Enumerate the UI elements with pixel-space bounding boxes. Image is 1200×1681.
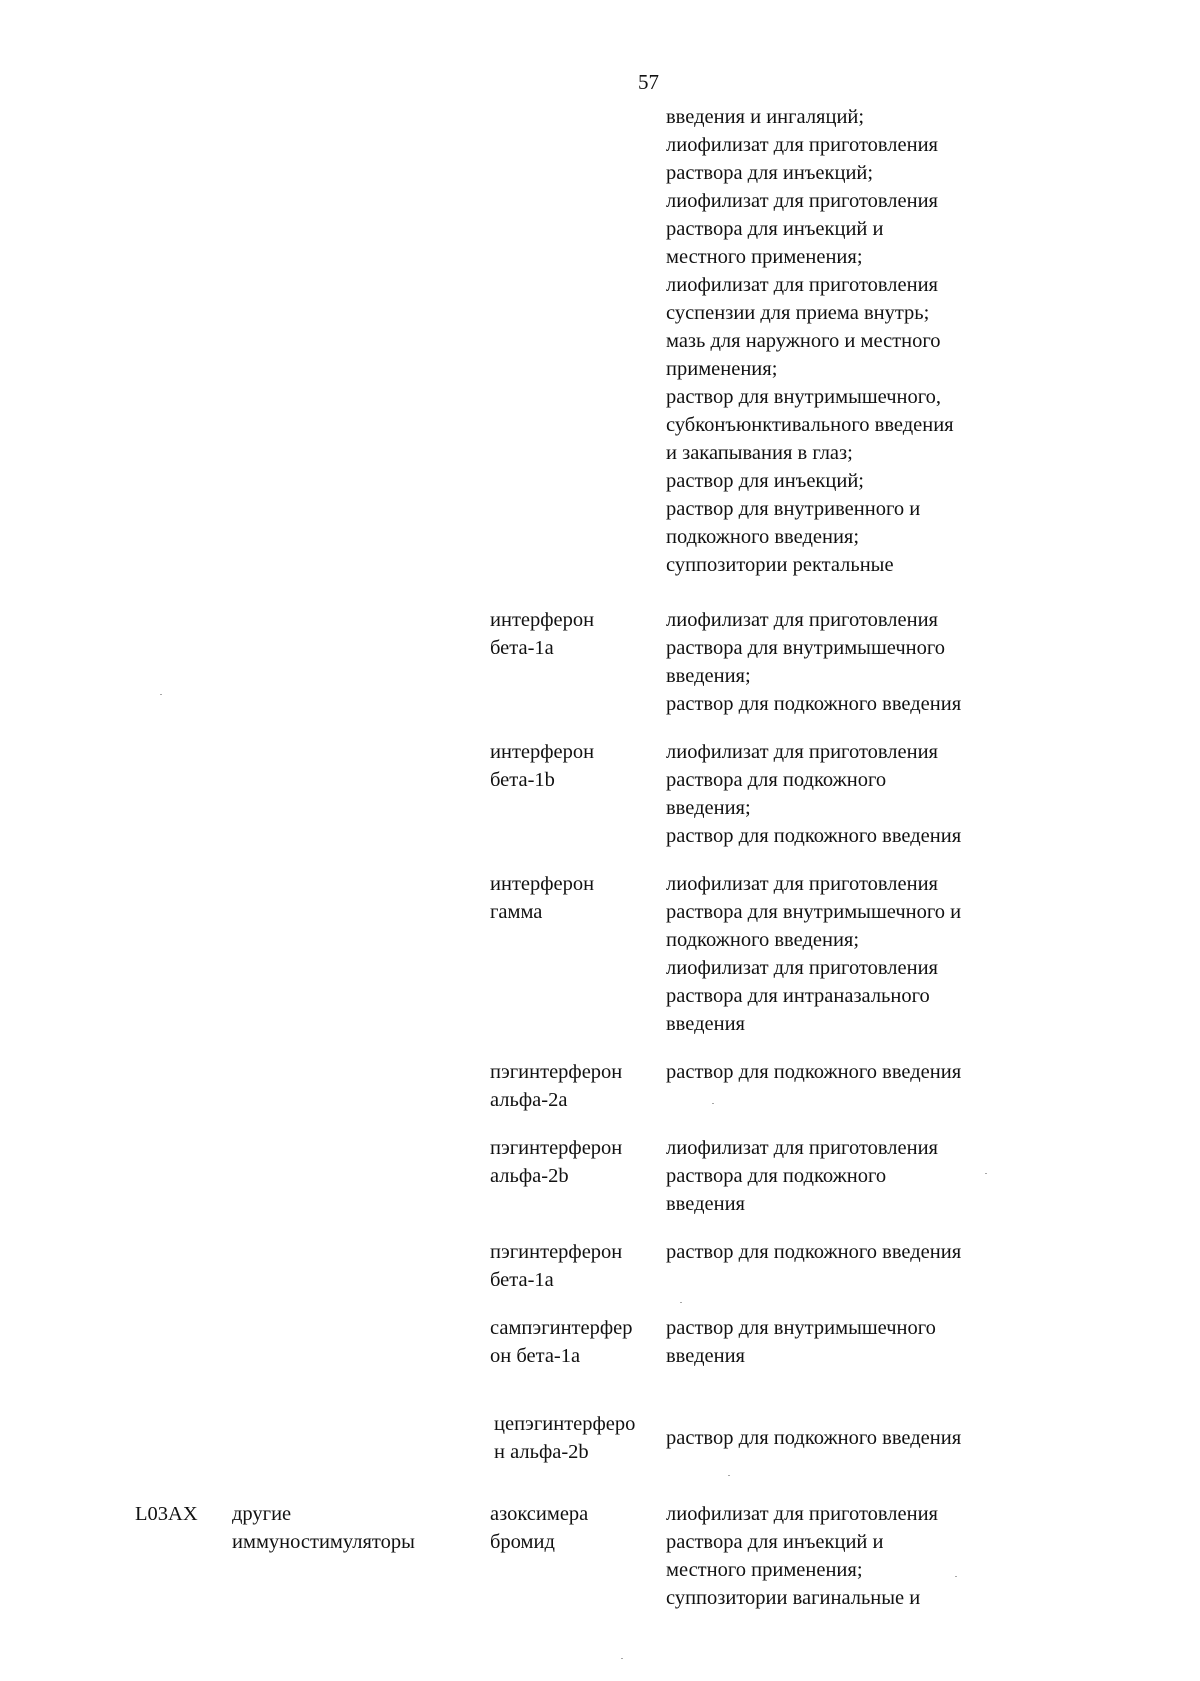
drug-name: пэгинтерферон альфа-2b — [490, 1137, 623, 1187]
scan-speck — [985, 1173, 987, 1174]
scan-speck — [160, 694, 162, 695]
dosage-forms: лиофилизат для приготовления раствора для подкожного введения; раствор для подкожного введения — [666, 741, 962, 847]
dosage-forms: раствор для внутримышечного введения — [666, 1317, 936, 1367]
form-line: подкожного введения; — [666, 526, 860, 548]
dosage-forms: лиофилизат для приготовления раствора для внутримышечного введения; раствор для подкожного введения — [666, 609, 962, 715]
dosage-forms: раствор для подкожного введения — [666, 1427, 962, 1449]
form-line: субконъюнктивального введения — [666, 414, 954, 436]
form-line: раствор для инъекций; — [666, 470, 864, 492]
scan-speck — [955, 1576, 957, 1577]
form-line: и закапывания в глаз; — [666, 442, 853, 464]
dosage-forms: лиофилизат для приготовления раствора для инъекций и местного применения; суппозитории вагинальные и — [666, 1503, 938, 1609]
drug-name: пэгинтерферон альфа-2a — [490, 1061, 623, 1111]
form-line: мазь для наружного и местного — [666, 330, 941, 352]
form-line: раствор для внутривенного и — [666, 498, 921, 520]
drug-name: цепэгинтерферо н альфа-2b — [494, 1413, 636, 1463]
scan-speck — [621, 1658, 623, 1659]
drug-name: пэгинтерферон бета-1a — [490, 1241, 623, 1291]
form-line: местного применения; — [666, 246, 863, 268]
drug-name: интерферон бета-1b — [490, 741, 595, 791]
dosage-forms: лиофилизат для приготовления раствора для подкожного введения — [666, 1137, 938, 1215]
form-line: раствора для инъекций и — [666, 218, 884, 240]
dosage-forms: лиофилизат для приготовления раствора для внутримышечного и подкожного введения; лиофилизат для приготовления раствора для интраназального введения — [666, 873, 962, 1035]
drug-name: интерферон бета-1a — [490, 609, 595, 659]
form-line: лиофилизат для приготовления — [666, 190, 938, 212]
scan-speck — [712, 1103, 714, 1104]
dosage-forms: раствор для подкожного введения — [666, 1061, 962, 1083]
form-line: раствора для инъекций; — [666, 162, 874, 184]
drug-name: азоксимера бромид — [490, 1503, 589, 1553]
form-line: раствор для внутримышечного, — [666, 386, 942, 408]
form-line: применения; — [666, 358, 778, 380]
scan-speck — [680, 1302, 682, 1303]
form-line: суспензии для приема внутрь; — [666, 302, 930, 324]
form-line: лиофилизат для приготовления — [666, 134, 938, 156]
form-line: введения и ингаляций; — [666, 106, 865, 128]
form-line: суппозитории ректальные — [666, 554, 894, 576]
scan-speck — [728, 1475, 730, 1476]
page-number: 57 — [638, 70, 659, 94]
atc-group: другие иммуностимуляторы — [232, 1503, 415, 1553]
form-line: лиофилизат для приготовления — [666, 274, 938, 296]
drug-name: интерферон гамма — [490, 873, 595, 923]
atc-code: L03AX — [135, 1503, 198, 1525]
dosage-forms: раствор для подкожного введения — [666, 1241, 962, 1263]
continued-dosage-forms — [666, 103, 954, 579]
drug-name: сампэгинтерфер он бета-1a — [490, 1317, 633, 1367]
